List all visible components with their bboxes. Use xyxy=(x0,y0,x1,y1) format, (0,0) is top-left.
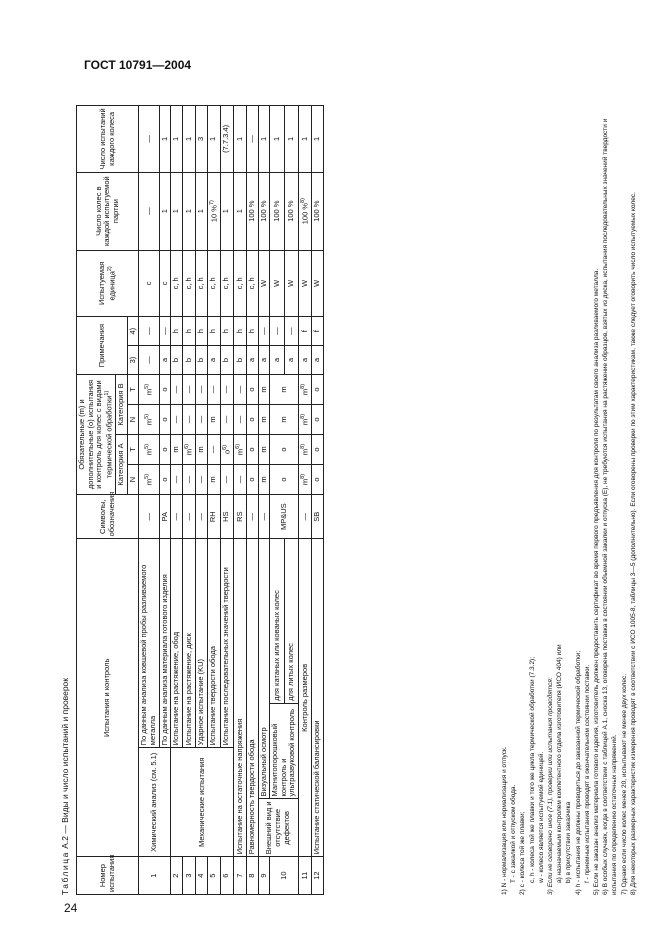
row-no: 5 xyxy=(207,857,220,895)
row-no: 3 xyxy=(182,857,195,895)
row-no: 4 xyxy=(195,857,207,895)
cat-a-n: N xyxy=(127,464,139,494)
footnote: 1) N - нормализация или нормализация и отпуск. xyxy=(501,746,508,895)
cell-count-wheel: 3 xyxy=(195,106,207,173)
row-symbol: SB xyxy=(312,494,324,538)
tests-table xyxy=(76,105,324,895)
footnote: a) назначаемым контролем компетентного отдела изготовителя (ИСО 404) или xyxy=(556,644,564,883)
table-caption xyxy=(60,678,70,895)
group-mp-us: Магнитопорошковый контроль и ультразвуковой контроль xyxy=(270,703,299,799)
cell-b-t: m xyxy=(270,374,299,404)
cell-a-t: m xyxy=(195,434,207,464)
footnote: 8) Для некоторых размерных характеристик измерения проводят в соответствии с ИСО 1005-8, таблицы 3—5 (дополнительно). Если оговорены проверки по этим характеристикам, также следует оговорить число испытуемых колес. xyxy=(629,192,637,895)
cat-a-t: T xyxy=(127,434,139,464)
col-header-notes: Примечания xyxy=(77,317,128,375)
row-symbol: — xyxy=(182,494,195,538)
table-row xyxy=(233,106,246,895)
cell-a-t: $m^{6)}$ xyxy=(233,434,246,464)
cell-count-lot: 100 %$^{8)}$ xyxy=(299,172,312,250)
cell-a-t: o xyxy=(312,434,324,464)
col-header-unit: Испытуемая единица$^{2)}$ xyxy=(77,250,139,317)
note3-header: 3) xyxy=(127,346,139,375)
cell-b-n: $m^{8)}$ xyxy=(299,404,312,434)
cell-note3: a xyxy=(207,346,220,375)
row-symbol: RH xyxy=(207,494,220,538)
cell-count-lot: 1 xyxy=(182,172,195,250)
caption-text: А.2 — Виды и число испытаний и проверок xyxy=(60,678,70,849)
cell-count-wheel: 1 xyxy=(299,106,312,173)
row-symbol: — xyxy=(171,494,183,538)
row-test: Равномерность твердости обода xyxy=(246,539,258,857)
table-row xyxy=(312,106,324,895)
footnote: b) в присутствии заказчика xyxy=(565,801,573,883)
cell-b-n: — xyxy=(233,404,246,434)
cell-note3: — xyxy=(139,346,159,375)
cell-note4: h xyxy=(171,317,183,346)
row-test: Испытание на растяжение, диск xyxy=(182,539,195,748)
cell-count-wheel: 1 xyxy=(233,106,246,173)
cell-unit: W xyxy=(284,250,298,317)
cell-note3: a xyxy=(284,346,298,375)
cell-count-lot: 1 xyxy=(171,172,183,250)
row-no: 6 xyxy=(220,857,233,895)
cell-b-n: $m^{5)}$ xyxy=(139,404,159,434)
cell-note3: a xyxy=(159,346,171,375)
footnote: T - с закалкой и отпуском обода. xyxy=(510,784,518,883)
cell-b-n: o xyxy=(246,404,258,434)
cell-note3: a xyxy=(258,346,270,375)
cell-count-wheel: 1 xyxy=(159,106,171,173)
row-no: 8 xyxy=(246,857,258,895)
cell-note4: — xyxy=(270,317,284,346)
row-symbol: — xyxy=(139,494,159,538)
footnotes xyxy=(500,105,638,895)
cell-unit: W xyxy=(270,250,284,317)
cell-count-lot: — xyxy=(139,172,159,250)
cell-count-lot: 1 xyxy=(220,172,233,250)
cell-a-n: $m^{5)}$ xyxy=(139,464,159,494)
cell-b-n: o xyxy=(159,404,171,434)
cell-unit: c, h xyxy=(233,250,246,317)
row-test: для литых колес xyxy=(284,539,298,703)
cell-a-t: o xyxy=(246,434,258,464)
cell-unit: c, h xyxy=(246,250,258,317)
row-symbol: PA xyxy=(159,494,171,538)
row-test: Визуальный осмотр xyxy=(258,539,270,799)
col-header-no: Номер испытания xyxy=(77,857,139,895)
cell-note4: h xyxy=(195,317,207,346)
cell-a-t: m xyxy=(258,434,270,464)
cell-unit: c, h xyxy=(171,250,183,317)
row-symbol: MP&US xyxy=(270,494,299,538)
cell-count-lot: 100 % xyxy=(270,172,284,250)
table-row xyxy=(246,106,258,895)
row-test: Испытание на остаточные напряжения xyxy=(233,539,246,857)
table-row xyxy=(270,106,284,895)
row-no: 12 xyxy=(312,857,324,895)
cell-note4: f xyxy=(312,317,324,346)
row-test: для катаных или кованых колес xyxy=(270,539,284,703)
row-test: Испытание твердости обода xyxy=(207,539,220,748)
cell-note4: h xyxy=(246,317,258,346)
cell-note4: h xyxy=(233,317,246,346)
cell-count-wheel: 1 xyxy=(182,106,195,173)
cell-b-t: o xyxy=(159,374,171,404)
cell-count-wheel: (7.7.3.4) xyxy=(220,106,233,173)
cell-a-n: $m^{8)}$ xyxy=(299,464,312,494)
cell-count-wheel: 1 xyxy=(284,106,298,173)
table-row xyxy=(299,106,312,895)
cell-count-lot: 100 % xyxy=(246,172,258,250)
row-test: Контроль размеров xyxy=(299,539,312,857)
footnote: 5) Если не заказан анализ материала готового изделия, изготовитель должен предоставить сертификат во время первого предъявления для контроля по результатам своего анализа разливаемого металла. xyxy=(593,268,601,895)
cell-unit: c, h xyxy=(182,250,195,317)
footnote: 6) В особых случаях, когда в соответствии с таблицей А.1, сноска 13, оговорена поставка в состоянии объемной закалки и отпуска (E), не требуются испытания на растяжение образцов, взятых из диска, испытания последовательных значений твердости и испытания по определению остаточных напряжений. xyxy=(602,118,619,895)
cell-note4: h xyxy=(182,317,195,346)
footnote: 7) Однако если число колес менее 20, испытывают не менее двух колес. xyxy=(620,673,628,895)
row-test: Ударное испытание (KU) xyxy=(195,539,207,748)
cell-unit: c, h xyxy=(220,250,233,317)
cell-b-t: — xyxy=(207,374,220,404)
cell-count-lot: 100 % xyxy=(312,172,324,250)
cell-count-wheel: 1 xyxy=(312,106,324,173)
row-test: Испытание на растяжение, обод xyxy=(171,539,183,748)
col-header-count-wheel: Число испытаний каждого колеса xyxy=(77,106,139,173)
row-symbol: — xyxy=(246,494,258,538)
row-no: 1 xyxy=(139,857,171,895)
cell-a-n: o xyxy=(312,464,324,494)
page-number: 24 xyxy=(64,901,78,915)
cell-b-t: o xyxy=(312,374,324,404)
cell-note3: b xyxy=(233,346,246,375)
cell-note3: b xyxy=(195,346,207,375)
cell-a-n: m xyxy=(207,464,220,494)
row-symbol: — xyxy=(195,494,207,538)
cell-b-t: $m^{5)}$ xyxy=(139,374,159,404)
row-symbol: RS xyxy=(233,494,246,538)
row-test: Испытание статической балансировки xyxy=(312,539,324,857)
cell-note3: a xyxy=(270,346,284,375)
cell-note4: f xyxy=(299,317,312,346)
cell-b-n: m xyxy=(207,404,220,434)
cell-a-t: o xyxy=(270,434,299,464)
cell-a-n: o xyxy=(270,464,299,494)
col-header-count-lot: Число колес в каждой испытуемой партии xyxy=(77,172,139,250)
cell-a-t: $m^{5)}$ xyxy=(139,434,159,464)
row-test: По данным анализа ковшевой пробы разливаемого металла xyxy=(139,539,159,748)
cell-count-wheel: 1 xyxy=(270,106,284,173)
cell-a-n: — xyxy=(220,464,233,494)
row-symbol: — xyxy=(258,494,270,538)
cell-a-t: $m^{6)}$ xyxy=(182,434,195,464)
table-row xyxy=(258,106,270,895)
table-row xyxy=(171,106,183,895)
cell-note3: a xyxy=(246,346,258,375)
cell-count-lot: 1 xyxy=(195,172,207,250)
cell-unit: W xyxy=(312,250,324,317)
cell-unit: c xyxy=(139,250,159,317)
rotated-table-block xyxy=(60,95,637,895)
cell-count-wheel: — xyxy=(246,106,258,173)
cell-count-lot: 10 %$^{7)}$ xyxy=(207,172,220,250)
row-no: 9 xyxy=(258,857,270,895)
cell-b-t: $m^{8)}$ xyxy=(299,374,312,404)
cell-note4: — xyxy=(258,317,270,346)
cell-note3: b xyxy=(171,346,183,375)
cell-note4: h xyxy=(220,317,233,346)
row-symbol: — xyxy=(299,494,312,538)
cell-note4: — xyxy=(284,317,298,346)
cell-b-t: — xyxy=(220,374,233,404)
cell-unit: W xyxy=(299,250,312,317)
row-no: 7 xyxy=(233,857,246,895)
cell-b-n: — xyxy=(195,404,207,434)
col-header-mandatory: Обязательные (m) и дополнительные (o) испытания и контроль для колес с видами термической обработки$^{1)}$ xyxy=(77,374,116,494)
note4-header: 4) xyxy=(127,317,139,346)
cell-unit: c, h xyxy=(195,250,207,317)
cell-b-n: — xyxy=(220,404,233,434)
cell-count-lot: 1 xyxy=(159,172,171,250)
row-symbol: HS xyxy=(220,494,233,538)
cell-b-t: o xyxy=(246,374,258,404)
cell-b-t: — xyxy=(182,374,195,404)
caption-prefix: Таблица xyxy=(60,851,70,895)
group-chem: Химический анализ (см. 5.1) xyxy=(139,748,171,857)
document-number: ГОСТ 10791—2004 xyxy=(84,58,192,72)
footnote: c, h - колеса той же плавки и того же цикла термической обработки (7.3.2); xyxy=(528,656,536,883)
footnote: 2) c - колеса той же плавки; xyxy=(519,811,527,895)
footnote: w - колесо является испытуемой единицей. xyxy=(537,751,545,883)
col-header-symbol: Символы, обозначения xyxy=(77,494,139,538)
footnote: 3) Если не оговорено иное (7.1), проверки или испытания проводятся: xyxy=(547,677,555,895)
cell-note4: h xyxy=(207,317,220,346)
cell-note3: a xyxy=(312,346,324,375)
cell-note3: a xyxy=(299,346,312,375)
footnote: 4) h - испытания не должны проводиться до заказанной термической обработки; xyxy=(574,650,582,895)
cell-a-t: $o^{6)}$ xyxy=(220,434,233,464)
cell-count-wheel: 1 xyxy=(171,106,183,173)
table-row xyxy=(139,106,159,895)
cell-b-t: — xyxy=(195,374,207,404)
group-visual: Внешний вид и отсутствие дефектов xyxy=(258,799,299,857)
cat-b-t: T xyxy=(127,374,139,404)
row-test: Испытание последовательных значений твердости xyxy=(220,539,233,748)
cell-b-n: o xyxy=(312,404,324,434)
cell-count-wheel: 1 xyxy=(258,106,270,173)
cell-count-wheel: 1 xyxy=(207,106,220,173)
cell-count-lot: 100 % xyxy=(258,172,270,250)
row-no: 2 xyxy=(171,857,183,895)
group-mech: Механические испытания xyxy=(171,748,234,857)
category-a: Категория А xyxy=(116,434,128,494)
row-test: По данным анализа материала готового изделия xyxy=(159,539,171,748)
cell-b-n: — xyxy=(171,404,183,434)
cell-a-n: o xyxy=(159,464,171,494)
cell-a-n: — xyxy=(171,464,183,494)
cell-b-n: — xyxy=(182,404,195,434)
cell-note3: b xyxy=(220,346,233,375)
cell-count-wheel: — xyxy=(139,106,159,173)
cell-b-n: m xyxy=(270,404,299,434)
cat-b-n: N xyxy=(127,404,139,434)
cell-unit: c, h xyxy=(207,250,220,317)
cell-unit: W xyxy=(258,250,270,317)
cell-count-lot: 1 xyxy=(233,172,246,250)
footnote: f - приемные испытания проводят в окончательном состоянии поставки. xyxy=(583,664,591,883)
cell-b-t: m xyxy=(258,374,270,404)
cell-note4: — xyxy=(159,317,171,346)
cell-unit: c xyxy=(159,250,171,317)
cell-a-n: — xyxy=(233,464,246,494)
cell-a-t: $m^{8)}$ xyxy=(299,434,312,464)
row-no: 10 xyxy=(270,857,299,895)
cell-a-n: — xyxy=(195,464,207,494)
cell-b-t: — xyxy=(171,374,183,404)
cell-a-n: — xyxy=(182,464,195,494)
cell-a-t: m xyxy=(171,434,183,464)
col-header-test: Испытания и контроль xyxy=(77,539,139,857)
row-no: 11 xyxy=(299,857,312,895)
cell-b-n: m xyxy=(258,404,270,434)
category-b: Категория В xyxy=(116,374,128,434)
cell-a-n: m xyxy=(258,464,270,494)
cell-a-t: — xyxy=(207,434,220,464)
cell-note3: b xyxy=(182,346,195,375)
cell-note4: — xyxy=(139,317,159,346)
cell-a-t: o xyxy=(159,434,171,464)
cell-count-lot: 100 % xyxy=(284,172,298,250)
cell-a-n: o xyxy=(246,464,258,494)
cell-b-t: — xyxy=(233,374,246,404)
